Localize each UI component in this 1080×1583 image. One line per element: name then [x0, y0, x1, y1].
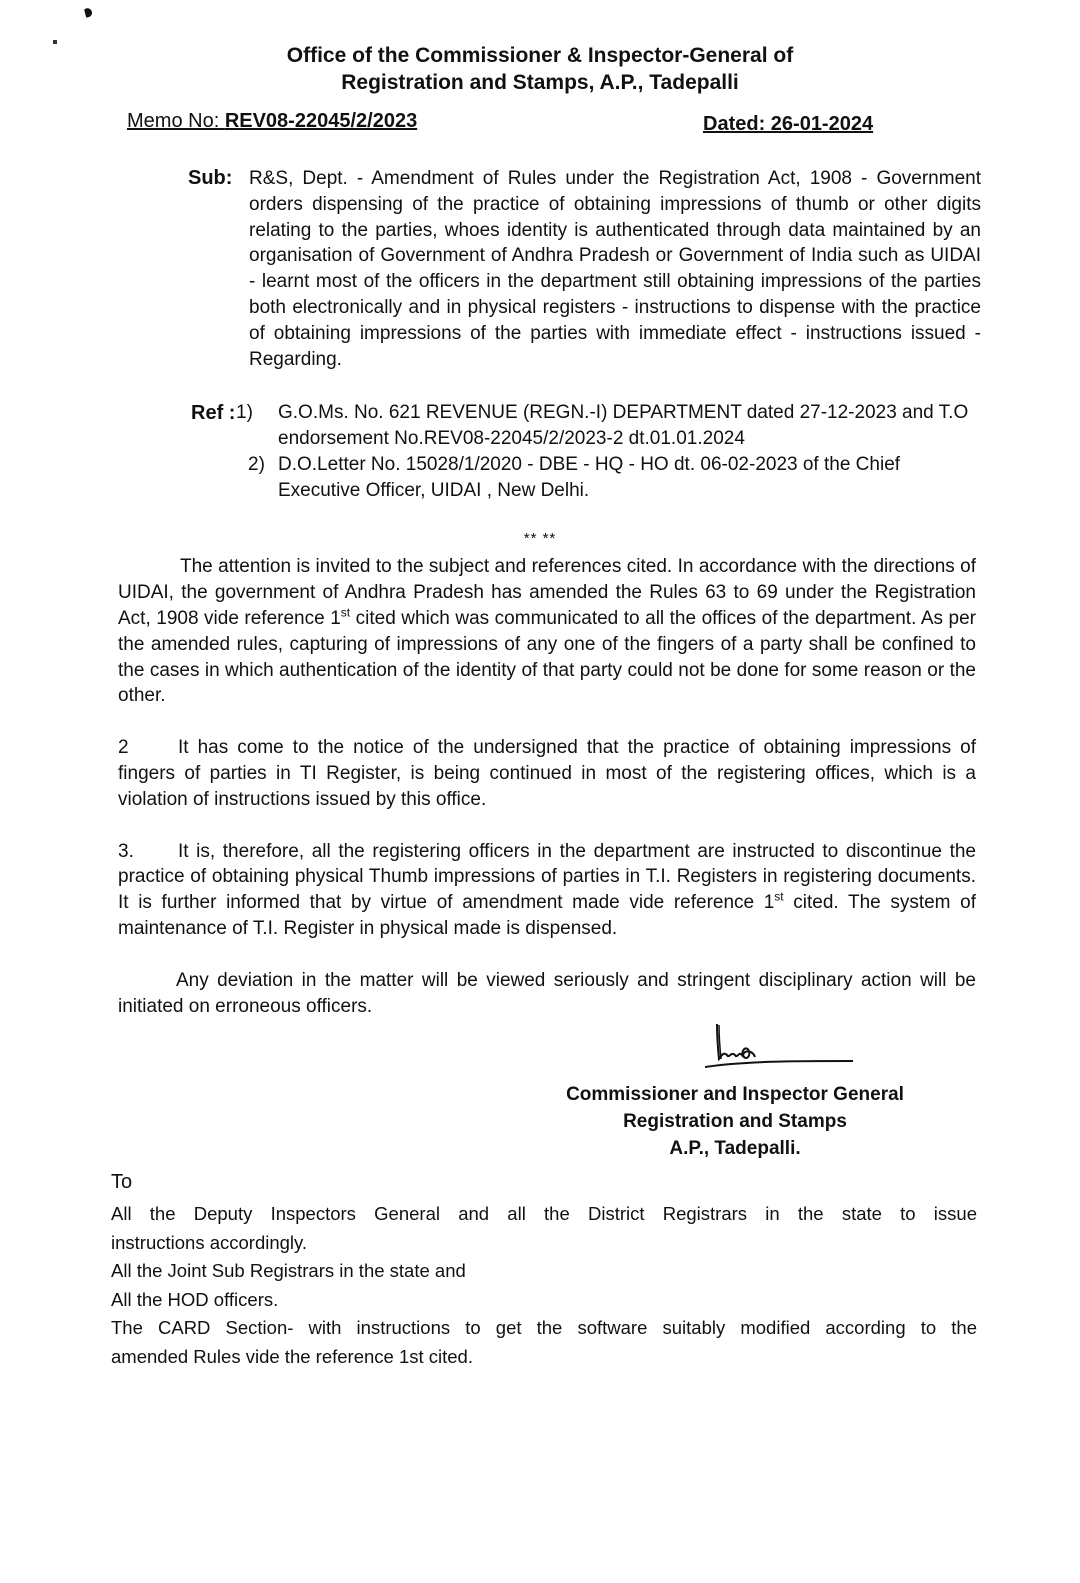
paragraph-3	[118, 839, 976, 942]
memo-date: Dated: 26-01-2024	[703, 113, 874, 135]
recipient-line: All the Joint Sub Registrars in the state and	[111, 1260, 466, 1282]
subject-label: Sub:	[188, 167, 233, 189]
subject	[188, 166, 981, 372]
memo-label: Memo No:	[127, 110, 225, 132]
superscript: st	[340, 605, 351, 620]
separator: ** **	[523, 530, 557, 548]
memo-row	[0, 110, 1080, 144]
scan-mark	[53, 40, 57, 44]
paragraph-2	[118, 735, 976, 812]
paragraph-text: It has come to the notice of the undersigned that the practice of obtaining impressions of fingers of parties in TI Register, is being continued in most of the registering offices, which is a violation of instructions issued by this office.	[118, 737, 976, 810]
header-line-1: Office of the Commissioner & Inspector-General of	[286, 44, 794, 67]
memo-value: REV08-22045/2/2023	[224, 110, 418, 132]
reference-item: G.O.Ms. No. 621 REVENUE (REGN.-I) DEPARTMENT dated 27-12-2023 and T.O endorsement No.REV08-22045/2/2023-2 dt.01.01.2024	[278, 402, 969, 450]
recipient-line: All the HOD officers.	[111, 1288, 279, 1310]
paragraph-text: cited which was communicated to all the offices of the department. As per the amended rules, capturing of impressions of any one of the fingers of a party shall be confined to the cases in which authentication of the identity of that party could not be done for some reason or the other.	[118, 607, 976, 707]
signatory-location: A.P., Tadepalli.	[669, 1138, 801, 1160]
recipient-line: amended Rules vide the reference 1st cited.	[111, 1345, 473, 1367]
scan-mark	[84, 7, 93, 18]
reference-number: 2)	[248, 454, 265, 476]
paragraph-4: Any deviation in the matter will be viewed seriously and stringent disciplinary action will be initiated on erroneous officers.	[118, 969, 976, 1017]
signatory-department: Registration and Stamps	[623, 1111, 847, 1133]
subject-text: R&S, Dept. - Amendment of Rules under the Registration Act, 1908 - Government orders dispensing of the practice of obtaining impressions of thumb or other digits relating to the parties, whoes identity is authenticated through data maintained by an organisation of Government of Andhra Pradesh or Government of India such as UIDAI - learnt most of the officers in the department still obtaining impressions of the parties both electronically and in physical registers - instructions to dispense with the practice of obtaining impressions of the parties with immediate effect - instructions issued - Regarding.	[249, 168, 981, 370]
references	[191, 400, 981, 504]
paragraph-number: 3.	[118, 840, 134, 862]
reference-label: Ref :	[191, 402, 236, 425]
office-header	[0, 42, 1080, 96]
paragraph-text: It is, therefore, all the registering officers in the department are instructed to discontinue the practice of obtaining physical Thumb impressions of parties in T.I. Registers in registering documents. It is further informed that by virtue of amendment made vide reference 1	[118, 840, 976, 914]
recipient-line: The CARD Section- with instructions to get the software suitably modified according to the	[111, 1317, 977, 1339]
recipient-line: instructions accordingly.	[111, 1231, 308, 1253]
paragraph-number: 2	[118, 737, 129, 759]
signatory-title: Commissioner and Inspector General	[566, 1084, 904, 1106]
reference-row	[191, 400, 981, 452]
signatory-block	[530, 1081, 940, 1162]
header-line-2: Registration and Stamps, A.P., Tadepalli	[341, 71, 739, 94]
signature-area	[0, 1021, 1080, 1081]
reference-row	[191, 452, 981, 504]
paragraph-text: The attention is invited to the subject and references cited. In accordance with the directions of UIDAI, the government of Andhra Pradesh has amended the Rules 63 to 69 under the Registration Act, 1908 vide reference 1	[118, 556, 976, 629]
recipient-line: All the Deputy Inspectors General and all the District Registrars in the state to issue	[111, 1203, 977, 1225]
memo-number	[127, 110, 417, 133]
paragraph-text: cited. The system of maintenance of T.I. Register in physical made is dispensed.	[118, 892, 976, 939]
signature	[705, 1021, 855, 1073]
recipient-list	[111, 1200, 977, 1371]
to-label: To	[111, 1171, 133, 1194]
paragraph-1	[118, 554, 976, 709]
reference-number: 1)	[236, 402, 253, 424]
superscript: st	[774, 889, 784, 904]
reference-item: D.O.Letter No. 15028/1/2020 - DBE - HQ - HO dt. 06-02-2023 of the Chief Executive Officer, UIDAI , New Delhi.	[278, 454, 901, 502]
reference-indent	[191, 452, 248, 504]
